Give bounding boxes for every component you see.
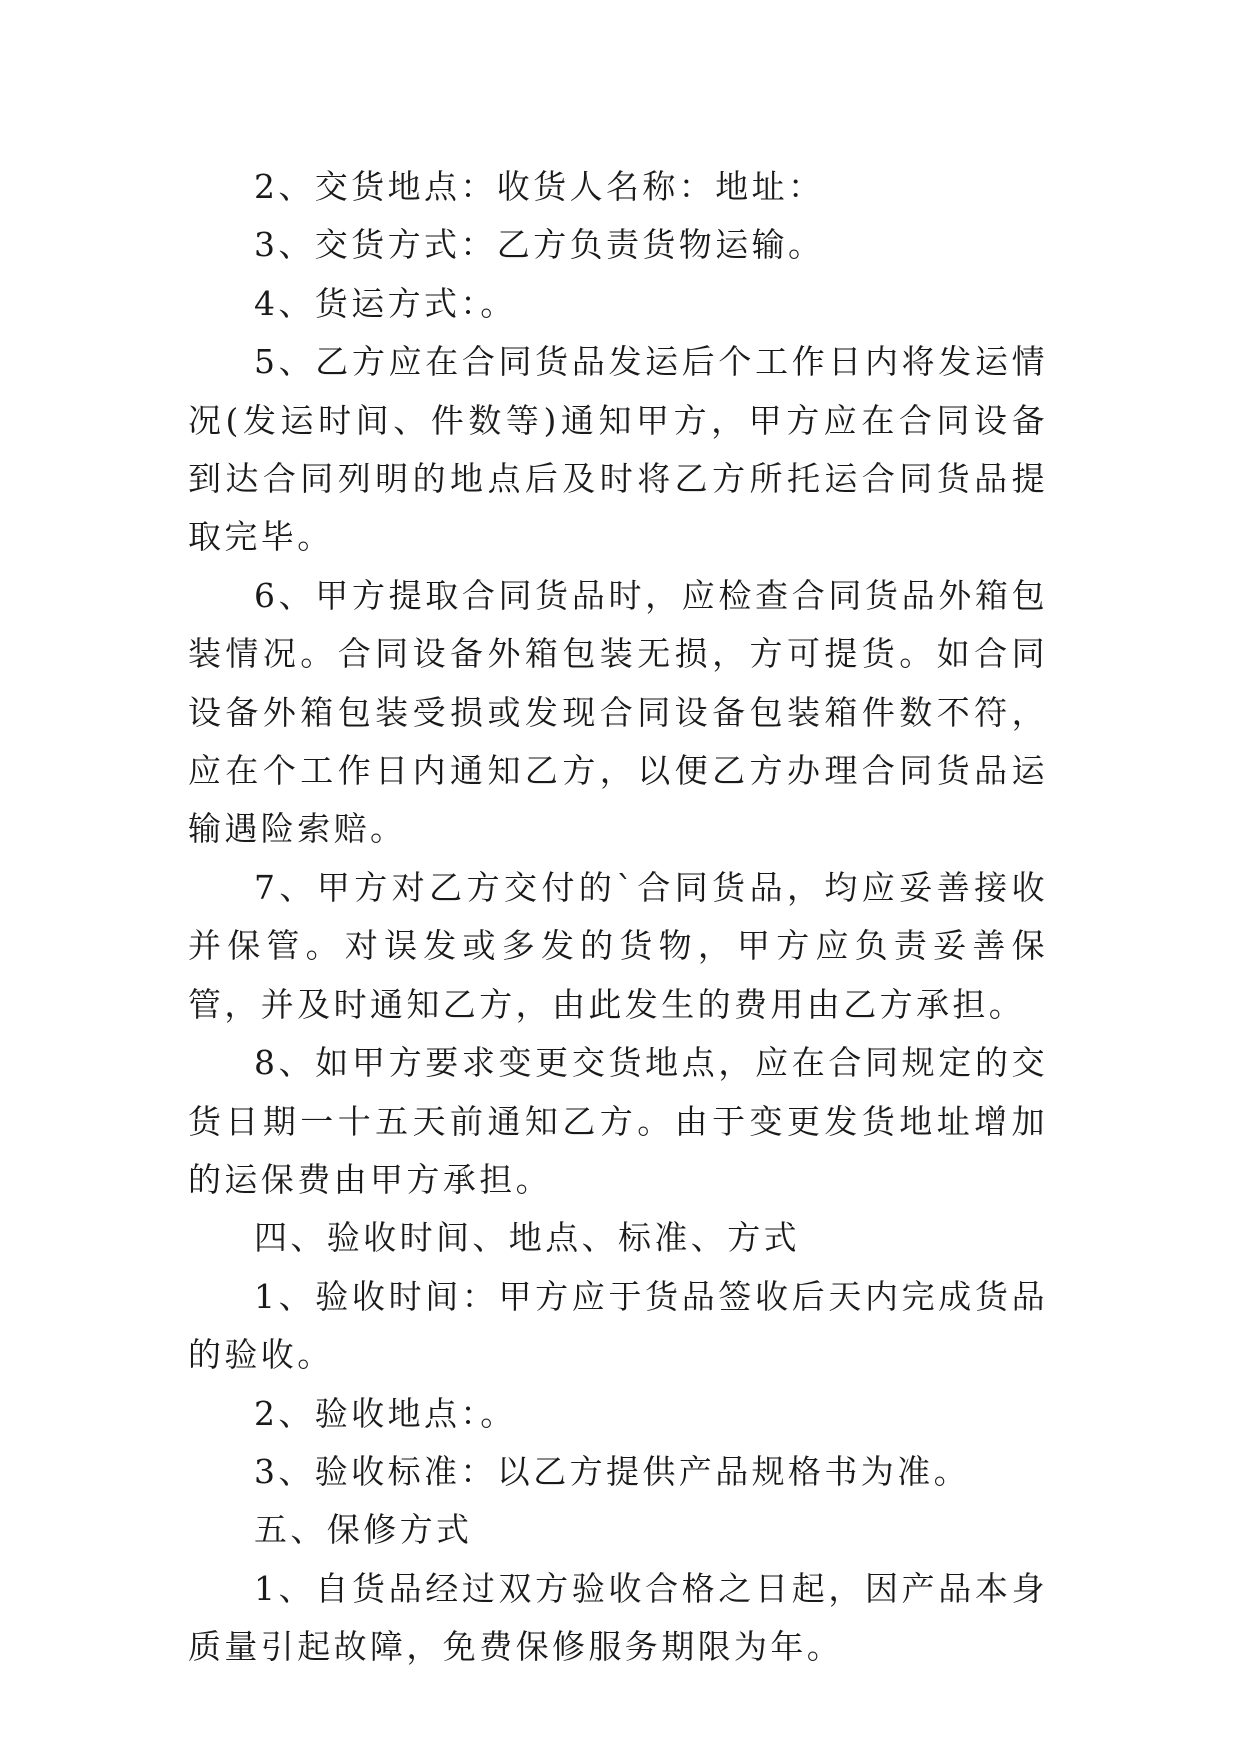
section-heading-acceptance: 四、验收时间、地点、标准、方式 xyxy=(254,1218,800,1258)
paragraph-acceptance-standard: 3、验收标准：以乙方提供产品规格书为准。 xyxy=(254,1451,970,1491)
paragraph-change-delivery: 8、如甲方要求变更交货地点，应在合同规定的交货日期一十五天前通知乙方。由于变更发货地址增加的运保费由甲方承担。 xyxy=(188,1043,1048,1199)
paragraph-acceptance-location: 2、验收地点：。 xyxy=(254,1393,517,1433)
section-heading-warranty: 五、保修方式 xyxy=(254,1510,473,1550)
paragraph-freight-method: 4、货运方式：。 xyxy=(254,283,517,323)
paragraph-acceptance-time: 1、验收时间：甲方应于货品签收后天内完成货品的验收。 xyxy=(188,1276,1048,1375)
paragraph-delivery-location: 2、交货地点：收货人名称：地址： xyxy=(254,167,825,206)
document-body xyxy=(188,158,1048,1677)
paragraph-warranty-period: 1、自货品经过双方验收合格之日起，因产品本身质量引起故障，免费保修服务期限为年。 xyxy=(188,1568,1048,1667)
paragraph-delivery-method: 3、交货方式：乙方负责货物运输。 xyxy=(254,225,825,265)
paragraph-pickup-inspection: 6、甲方提取合同货品时，应检查合同货品外箱包装情况。合同设备外箱包装无损，方可提货。如合同设备外箱包装受损或发现合同设备包装箱件数不符，应在个工作日内通知乙方，以便乙方办理合同货品运输遇险索赔。 xyxy=(188,575,1048,849)
paragraph-shipping-notice: 5、乙方应在合同货品发运后个工作日内将发运情况(发运时间、件数等)通知甲方，甲方应在合同设备到达合同列明的地点后及时将乙方所托运合同货品提取完毕。 xyxy=(188,342,1048,557)
paragraph-goods-custody: 7、甲方对乙方交付的`合同货品，均应妥善接收并保管。对误发或多发的货物，甲方应负责妥善保管，并及时通知乙方，由此发生的费用由乙方承担。 xyxy=(188,867,1048,1024)
